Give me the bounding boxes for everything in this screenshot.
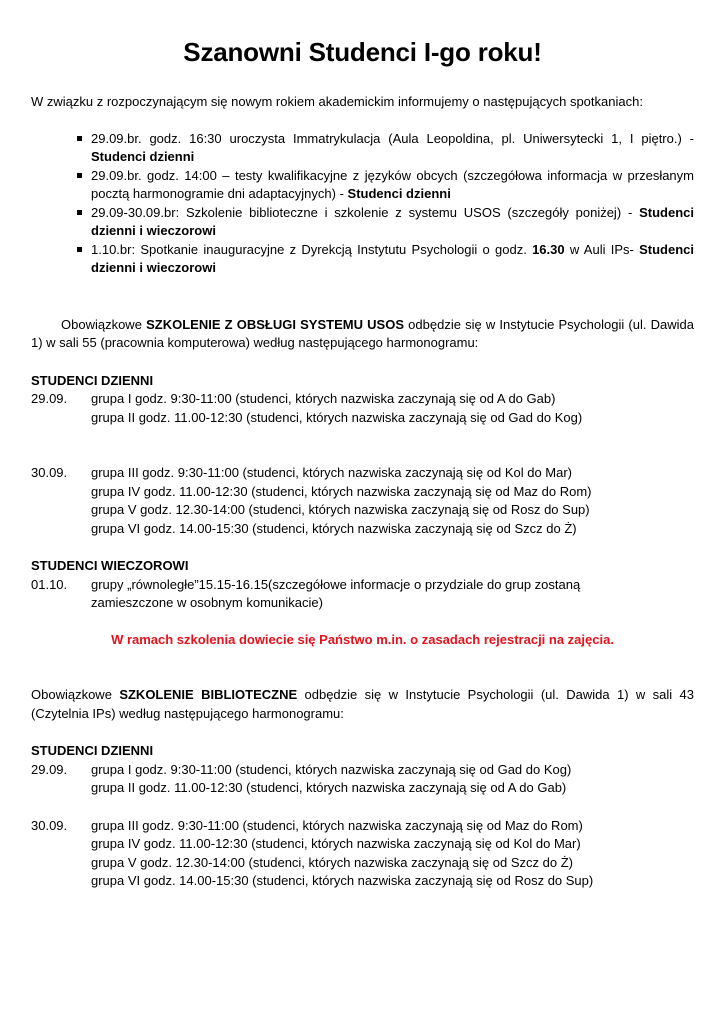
schedule-entry: grupa III godz. 9:30-11:00 (studenci, których nazwiska zaczynają się od Maz do Rom) <box>91 817 583 833</box>
schedule-entry: grupa V godz. 12.30-14:00 (studenci, których nazwiska zaczynają się od Szcz do Ż) <box>91 854 573 870</box>
schedule-row <box>31 817 694 836</box>
schedule-row <box>31 464 694 483</box>
schedule-date: 29.09. <box>31 761 68 777</box>
meeting-item: 29.09.br. godz. 14:00 – testy kwalifikacyjne z języków obcych (szczegółowa informacja w przesłanym pocztą harmonogramie dni adaptacyjnych) - Studenci dzienni <box>91 167 694 204</box>
schedule-entry: grupa III godz. 9:30-11:00 (studenci, których nazwiska zaczynają się od Kol do Mar) <box>91 465 573 480</box>
meetings-list <box>31 130 694 278</box>
schedule-entry: grupa I godz. 9:30-11:00 (studenci, których nazwiska zaczynają się od Gad do Kog) <box>91 761 572 777</box>
schedule-date: 30.09. <box>31 465 68 480</box>
intro-paragraph: W związku z rozpoczynającym się nowym rokiem akademickim informujemy o następujących spotkaniach: <box>31 94 643 109</box>
schedule-entry: zamieszczone w osobnym komunikacie) <box>91 595 323 610</box>
meeting-item: 29.09-30.09.br: Szkolenie biblioteczne i szkolenie z systemu USOS (szczegóły poniżej) - Studenci dzienni i wieczorowi <box>91 204 694 241</box>
bullet-icon <box>77 173 82 178</box>
schedule-entry: grupa IV godz. 11.00-12:30 (studenci, których nazwiska zaczynają się od Maz do Rom) <box>91 483 592 499</box>
bullet-icon <box>77 210 82 215</box>
library-intro-paragraph: Obowiązkowe SZKOLENIE BIBLIOTECZNE odbędzie się w Instytucie Psychologii (ul. Dawida 1) w sali 43 (Czytelnia IPs) według następującego harmonogramu: <box>31 687 694 721</box>
usos-day-heading: STUDENCI DZIENNI <box>31 372 154 388</box>
registration-note: W ramach szkolenia dowiecie się Państwo m.in. o zasadach rejestracji na zajęcia. <box>111 631 614 647</box>
schedule-entry: grupa II godz. 11.00-12:30 (studenci, których nazwiska zaczynają się od A do Gab) <box>91 780 567 795</box>
schedule-entry: grupy „równoległe”15.15-16.15(szczegółowe informacje o przydziale do grup zostaną <box>91 576 581 592</box>
schedule-date: 30.09. <box>31 817 68 833</box>
bullet-icon <box>77 136 82 141</box>
schedule-date: 01.10. <box>31 576 68 592</box>
schedule-row <box>31 576 694 595</box>
schedule-date: 29.09. <box>31 391 68 406</box>
meeting-item: 1.10.br: Spotkanie inauguracyjne z Dyrekcją Instytutu Psychologii o godz. 16.30 w Auli IPs- Studenci dzienni i wieczorowi <box>91 241 694 278</box>
usos-evening-heading: STUDENCI WIECZOROWI <box>31 558 189 573</box>
schedule-row <box>31 390 694 409</box>
schedule-entry: grupa VI godz. 14.00-15:30 (studenci, których nazwiska zaczynają się od Szcz do Ż) <box>91 520 577 536</box>
page-title: Szanowni Studenci I-go roku! <box>183 37 542 67</box>
schedule-entry: grupa IV godz. 11.00-12:30 (studenci, których nazwiska zaczynają się od Kol do Mar) <box>91 836 581 851</box>
schedule-entry: grupa VI godz. 14.00-15:30 (studenci, których nazwiska zaczynają się od Rosz do Sup) <box>91 873 594 888</box>
usos-intro-paragraph: Obowiązkowe SZKOLENIE Z OBSŁUGI SYSTEMU USOS odbędzie się w Instytucie Psychologii (ul. Dawida 1) w sali 55 (pracownia komputerowa) według następującego harmonogramu: <box>31 316 694 350</box>
schedule-entry: grupa II godz. 11.00-12:30 (studenci, których nazwiska zaczynają się od Gad do Kog) <box>91 409 583 425</box>
bullet-icon <box>77 247 82 252</box>
schedule-row <box>31 761 694 780</box>
library-day-heading: STUDENCI DZIENNI <box>31 743 154 758</box>
schedule-entry: grupa I godz. 9:30-11:00 (studenci, których nazwiska zaczynają się od A do Gab) <box>91 391 556 406</box>
schedule-entry: grupa V godz. 12.30-14:00 (studenci, których nazwiska zaczynają się od Rosz do Sup) <box>91 502 590 517</box>
meeting-item: 29.09.br. godz. 16:30 uroczysta Immatrykulacja (Aula Leopoldina, pl. Uniwersytecki 1, I piętro.) - Studenci dzienni <box>91 130 694 167</box>
